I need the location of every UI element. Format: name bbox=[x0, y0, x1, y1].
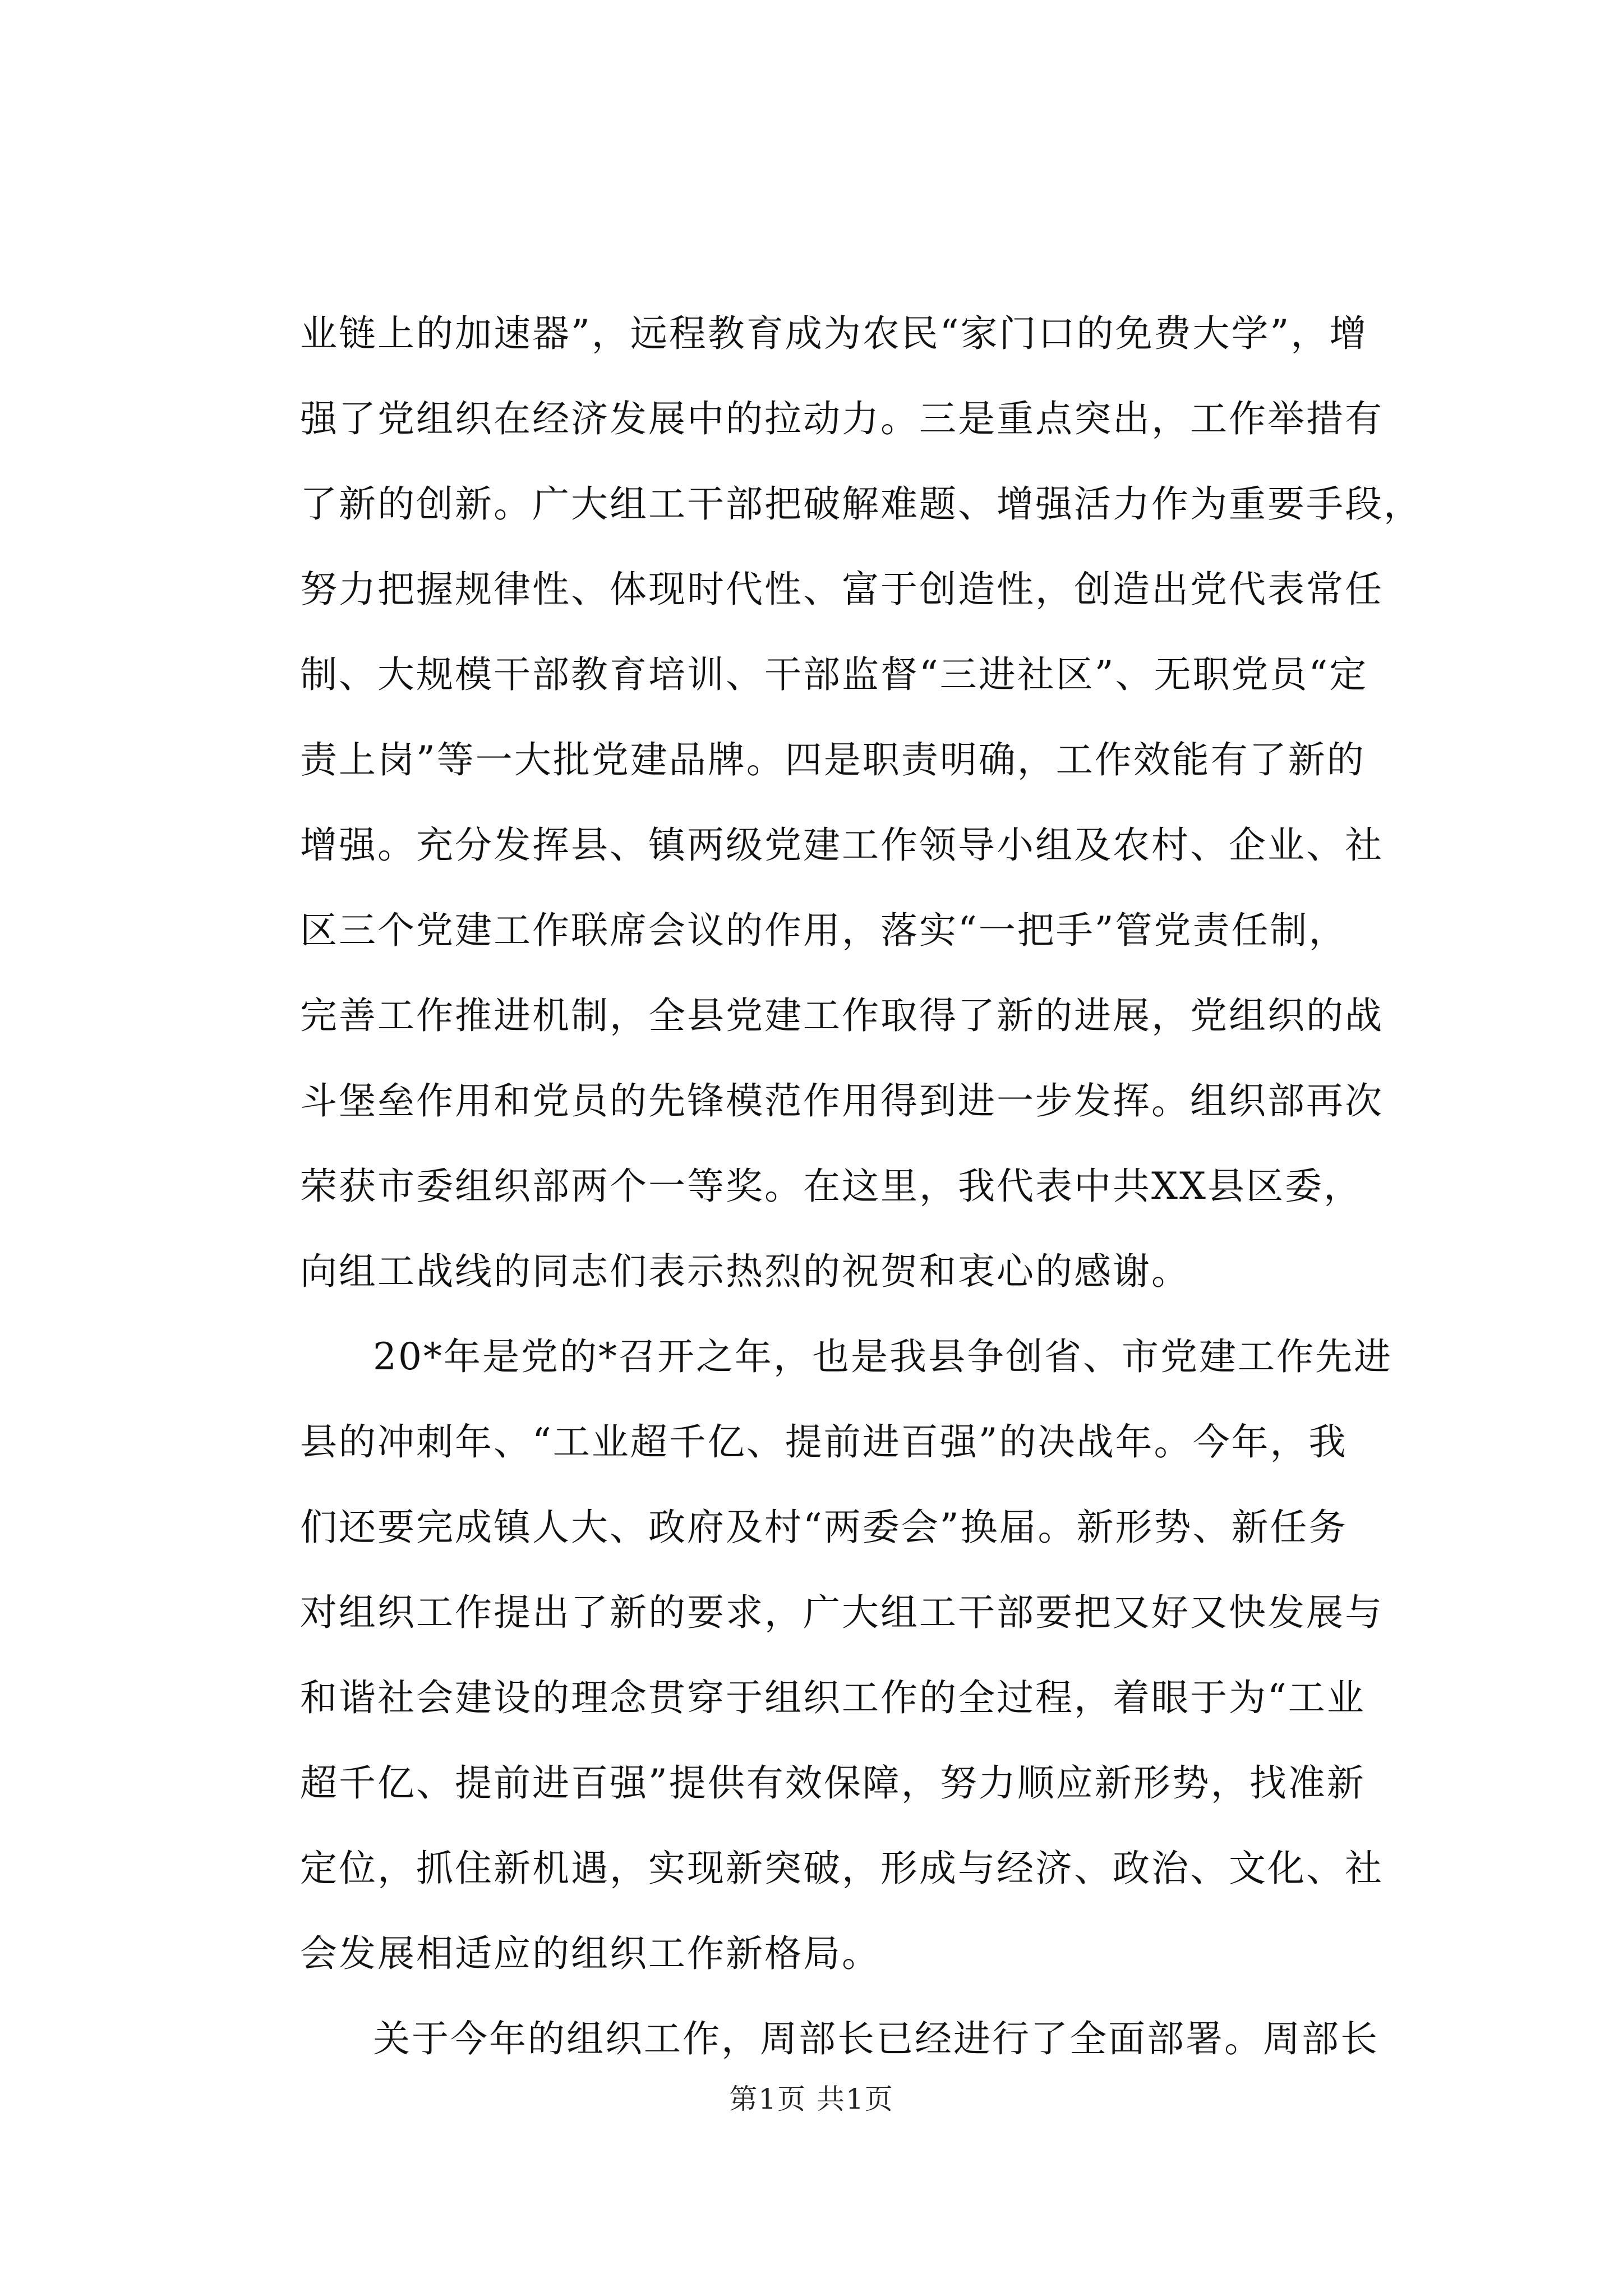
body-text-line: 会发展相适应的组织工作新格局。 bbox=[300, 1932, 880, 1975]
body-text-line: 完善工作推进机制，全县党建工作取得了新的进展，党组织的战 bbox=[300, 994, 1384, 1037]
body-text-line: 和谐社会建设的理念贯穿于组织工作的全过程，着眼于为“工业 bbox=[300, 1676, 1366, 1719]
body-text-line: 区三个党建工作联席会议的作用，落实“一把手”管党责任制， bbox=[300, 909, 1348, 952]
body-text-line: 努力把握规律性、体现时代性、富于创造性，创造出党代表常任 bbox=[300, 568, 1384, 611]
body-text-line: 向组工战线的同志们表示热烈的祝贺和衷心的感谢。 bbox=[300, 1250, 1190, 1293]
paragraph-first-line: 20*年是党的*召开之年，也是我县争创省、市党建工作先进 bbox=[373, 1335, 1393, 1378]
body-text-line: 增强。充分发挥县、镇两级党建工作领导小组及农村、企业、社 bbox=[300, 823, 1384, 867]
body-text-line: 县的冲刺年、“工业超千亿、提前进百强”的决战年。今年，我 bbox=[300, 1420, 1348, 1464]
body-text-line: 对组织工作提出了新的要求，广大组工干部要把又好又快发展与 bbox=[300, 1591, 1384, 1634]
body-text-line: 制、大规模干部教育培训、干部监督“三进社区”、无职党员“定 bbox=[300, 653, 1368, 696]
body-text-line: 责上岗”等一大批党建品牌。四是职责明确，工作效能有了新的 bbox=[300, 738, 1366, 781]
body-text-line: 斗堡垒作用和党员的先锋模范作用得到进一步发挥。组织部再次 bbox=[300, 1079, 1384, 1122]
paragraph-first-line: 关于今年的组织工作，周部长已经进行了全面部署。周部长 bbox=[373, 2017, 1379, 2060]
body-text-line: 定位，抓住新机遇，实现新突破，形成与经济、政治、文化、社 bbox=[300, 1847, 1384, 1890]
page-footer: 第1页 共1页 bbox=[729, 2083, 894, 2115]
body-text-line: 荣获市委组织部两个一等奖。在这里，我代表中共XX县区委， bbox=[300, 1165, 1362, 1208]
body-text-line: 超千亿、提前进百强”提供有效保障，努力顺应新形势，找准新 bbox=[300, 1761, 1366, 1805]
body-text-line: 业链上的加速器”，远程教育成为农民“家门口的免费大学”，增 bbox=[300, 312, 1368, 355]
body-text-line: 强了党组织在经济发展中的拉动力。三是重点突出，工作举措有 bbox=[300, 397, 1384, 440]
body-text-line: 们还要完成镇人大、政府及村“两委会”换届。新形势、新任务 bbox=[300, 1506, 1348, 1549]
body-text-line: 了新的创新。广大组工干部把破解难题、增强活力作为重要手段， bbox=[300, 482, 1422, 526]
